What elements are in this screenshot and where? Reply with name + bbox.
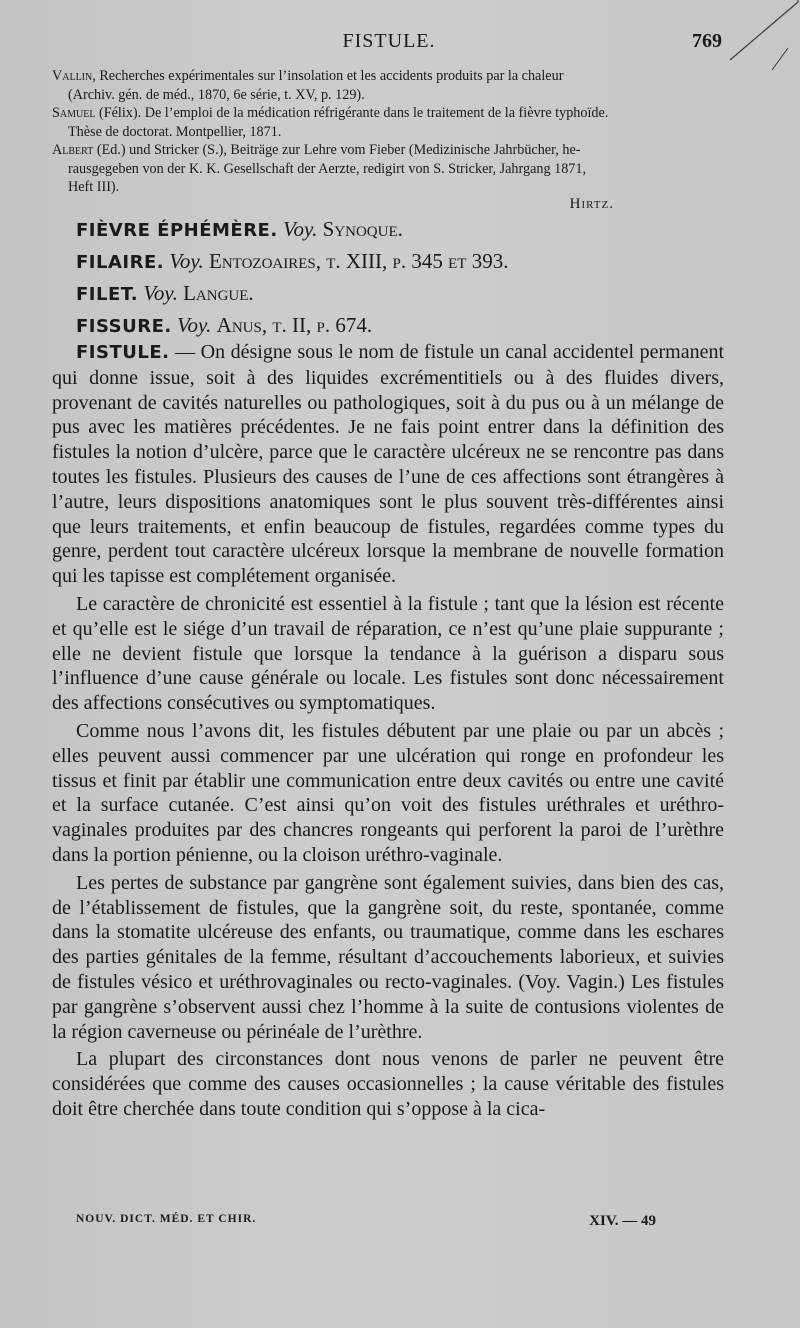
entry-headword: FIÈVRE ÉPHÉMÈRE. bbox=[76, 220, 278, 241]
entry-headword: FILAIRE. bbox=[76, 252, 165, 273]
article-body bbox=[52, 340, 724, 1125]
reference-author: Albert bbox=[52, 142, 94, 158]
reference-text: (Ed.) und Stricker (S.), Beiträge zur Lehre vom Fieber (Medizinische Jahrbücher, he- bbox=[93, 142, 581, 158]
entry-voy: Voy. bbox=[176, 313, 212, 337]
reference-samuel bbox=[52, 104, 724, 141]
entry-target: Entozoaires, t. XIII, p. 345 et 393. bbox=[209, 249, 509, 273]
entry-target: Synoque. bbox=[322, 217, 403, 241]
entry-target: Langue. bbox=[183, 281, 254, 305]
entry-target: Anus, t. II, p. 674. bbox=[216, 313, 373, 337]
reference-text: (Archiv. gén. de méd., 1870, 6e série, t. XV, p. 129). bbox=[68, 86, 365, 103]
cross-reference-entries bbox=[76, 214, 716, 342]
reference-text: Heft III). bbox=[68, 179, 120, 195]
article-paragraph: La plupart des circonstances dont nous venons de parler ne peuvent être considérées que comme des causes occasionnelles ; la cause véritable des fistules doit être cherchée dans toute condition qui s’oppose à la cica- bbox=[52, 1048, 724, 1120]
reference-text: rausgegeben von der K. K. Gesellschaft der Aerzte, redigirt von S. Stricker, Jahrgang 1871, bbox=[68, 160, 587, 177]
running-title: FISTULE. bbox=[342, 30, 436, 52]
reference-text: Thèse de doctorat. Montpellier, 1871. bbox=[68, 123, 282, 140]
entry-voy: Voy. bbox=[282, 217, 318, 241]
entry-headword: FISSURE. bbox=[76, 316, 172, 337]
reference-vallin bbox=[52, 67, 724, 104]
page-header bbox=[54, 30, 724, 58]
article-paragraph: Les pertes de substance par gangrène sont également suivies, dans bien des cas, de l’établissement de fistules, que la gangrène soit, du reste, spontanée, comme dans la stomatite ulcéreuse des enfants, ou traumatique, comme dans les eschares des parties génitales de la femme, résultant d’accouchements laborieux, et suivies de fistules vésico et uréthrovaginales ou recto-vaginales. (Voy. Vagin.) Les fistules par gangrène s’observent aussi chez l’homme à la suite de contusions violentes de la région caverneuse ou périnéale de l’urèthre. bbox=[52, 871, 724, 1043]
footer-volume: XIV. — 49 bbox=[589, 1213, 656, 1229]
page-number: 769 bbox=[692, 30, 722, 52]
article-paragraph: Comme nous l’avons dit, les fistules débutent par une plaie ou par un abcès ; elles peuvent aussi commencer par une ulcération qui ronge en profondeur les tissus et finit par établir une communication entre deux cavités ou entre une cavité et la surface cutanée. C’est ainsi qu’on voit des fistules uréthrales et uréthro-vaginales produites par des chancres rongeants qui perforent la paroi de l’urèthre dans la portion pénienne, ou la cloison uréthro-vaginale. bbox=[52, 719, 724, 866]
entry-headword: FILET. bbox=[76, 284, 139, 305]
article-paragraph: Le caractère de chronicité est essentiel à la fistule ; tant que la lésion est récente et qu’elle est le siége d’un travail de réparation, ce n’est qu’une plaie suppurante ; elle ne devient fistule que lorsque la tendance à la guérison a disparu sous l’influence d’une cause générale ou locale. Les fistules sont donc nécessairement des affections consécutives ou symptomatiques. bbox=[52, 592, 724, 715]
bibliography-references bbox=[52, 67, 724, 197]
reference-text: Recherches expérimentales sur l’insolation et les accidents produits par la chaleur bbox=[95, 68, 564, 84]
article-paragraph: FISTULE. — On désigne sous le nom de fistule un canal accidentel permanent qui donne issue, soit à des liquides excrémentitiels ou à des fluides divers, provenant de cavités naturelles ou pathologiques, soit à du pus ou à un mélange de pus avec les matières précédentes. Je ne fais point entrer dans la définition des fistules la notion d’ulcère, parce que le caractère ulcéreux ne se rencontre pas dans toutes les fistules. Plusieurs des causes de l’une de ces affections sont étrangères à l’autre, leurs dispositions anatomiques sont le plus souvent très-différentes ainsi que leurs traitements, et enfin beaucoup de fistules, regardées comme types du genre, perdent tout caractère ulcéreux lorsque la membrane de nouvelle formation qui les tapisse est complétement organisée. bbox=[52, 341, 724, 588]
page-footer bbox=[76, 1213, 656, 1233]
reference-albert bbox=[52, 141, 724, 197]
entry-filaire bbox=[76, 246, 716, 278]
entry-fievre-ephemere bbox=[76, 214, 716, 246]
entry-fissure bbox=[76, 310, 716, 342]
reference-text: (Félix). De l’emploi de la médication réfrigérante dans le traitement de la fièvre typhoïde. bbox=[95, 105, 609, 121]
reference-author: Samuel bbox=[52, 105, 96, 121]
entry-filet bbox=[76, 278, 716, 310]
reference-author: Vallin, bbox=[52, 68, 96, 84]
footer-signature: NOUV. DICT. MÉD. ET CHIR. bbox=[76, 1213, 257, 1225]
entry-voy: Voy. bbox=[169, 249, 204, 273]
entry-voy: Voy. bbox=[143, 281, 178, 305]
author-signature: Hirtz. bbox=[569, 196, 614, 212]
article-headword: FISTULE. bbox=[76, 342, 170, 363]
